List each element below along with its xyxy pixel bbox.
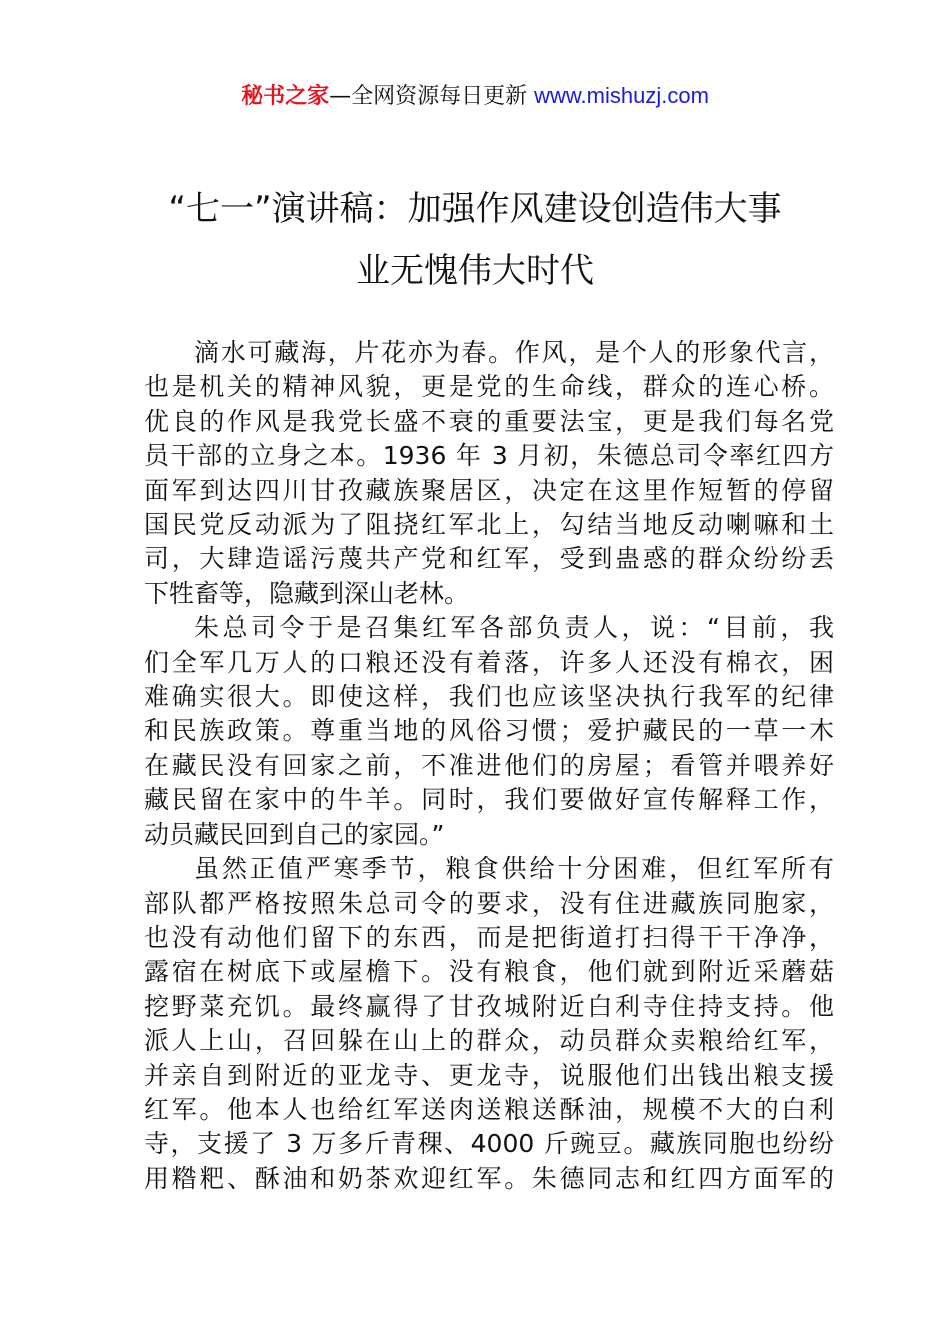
title-line: 业无愧伟大时代 (356, 251, 594, 291)
text-line: 部队都严格按照朱总司令的要求，没有住进藏族同胞家， (144, 888, 834, 918)
site-url-link[interactable]: www.mishuzj.com (534, 83, 709, 108)
text-line: 动员藏民回到自己的家园。” (144, 819, 445, 849)
text-line: 红军。他本人也给红军送肉送粮送酥油，规模不大的白利 (144, 1094, 834, 1124)
paragraph-2 (144, 611, 834, 852)
document-body (144, 336, 834, 1196)
text-line: 挖野菜充饥。最终赢得了甘孜城附近白利寺住持支持。他 (144, 991, 834, 1021)
text-line: 优良的作风是我党长盛不衰的重要法宝，更是我们每名党 (144, 406, 834, 436)
text-line: 寺，支援了 3 万多斤青稞、4000 斤豌豆。藏族同胞也纷纷 (144, 1129, 834, 1159)
brand-name: 秘书之家 (241, 84, 330, 109)
paragraph-1 (144, 336, 834, 611)
text-line: 朱总司令于是召集红军各部负责人，说：“目前，我 (194, 613, 834, 643)
text-line: 下牲畜等，隐藏到深山老林。 (144, 578, 470, 608)
text-line: 难确实很大。即使这样，我们也应该坚决执行我军的纪律 (144, 682, 834, 712)
paragraph-3 (144, 852, 834, 1196)
text-line: 也是机关的精神风貌，更是党的生命线，群众的连心桥。 (144, 372, 834, 402)
header-tagline: —全网资源每日更新 (329, 84, 535, 109)
document-title (100, 178, 850, 302)
text-line: 司，大肆造谣污蔑共产党和红军，受到蛊惑的群众纷纷丢 (144, 544, 834, 574)
site-header (0, 80, 950, 113)
text-line: 并亲自到附近的亚龙寺、更龙寺，说服他们出钱出粮支援 (144, 1060, 834, 1090)
text-line: 员干部的立身之本。1936 年 3 月初，朱德总司令率红四方 (144, 441, 834, 471)
text-line: 派人上山，召回躲在山上的群众，动员群众卖粮给红军， (144, 1026, 834, 1056)
text-line: 和民族政策。尊重当地的风俗习惯；爱护藏民的一草一木 (144, 716, 834, 746)
text-line: 面军到达四川甘孜藏族聚居区，决定在这里作短暂的停留 (144, 475, 834, 505)
text-line: 也没有动他们留下的东西，而是把街道打扫得干干净净， (144, 922, 834, 952)
text-line: 用糌粑、酥油和奶茶欢迎红军。朱德同志和红四方面军的 (144, 1163, 834, 1193)
text-line: 滴水可藏海，片花亦为春。作风，是个人的形象代言， (194, 338, 834, 367)
text-line: 在藏民没有回家之前，不准进他们的房屋；看管并喂养好 (144, 750, 834, 780)
text-line: 虽然正值严寒季节，粮食供给十分困难，但红军所有 (194, 854, 834, 884)
text-line: 藏民留在家中的牛羊。同时，我们要做好宣传解释工作， (144, 785, 834, 815)
title-line: “七一”演讲稿：加强作风建设创造伟大事 (168, 189, 782, 229)
text-line: 们全军几万人的口粮还没有着落，许多人还没有棉衣，困 (144, 647, 834, 677)
text-line: 露宿在树底下或屋檐下。没有粮食，他们就到附近采蘑菇 (144, 957, 834, 987)
text-line: 国民党反动派为了阻挠红军北上，勾结当地反动喇嘛和土 (144, 510, 834, 540)
